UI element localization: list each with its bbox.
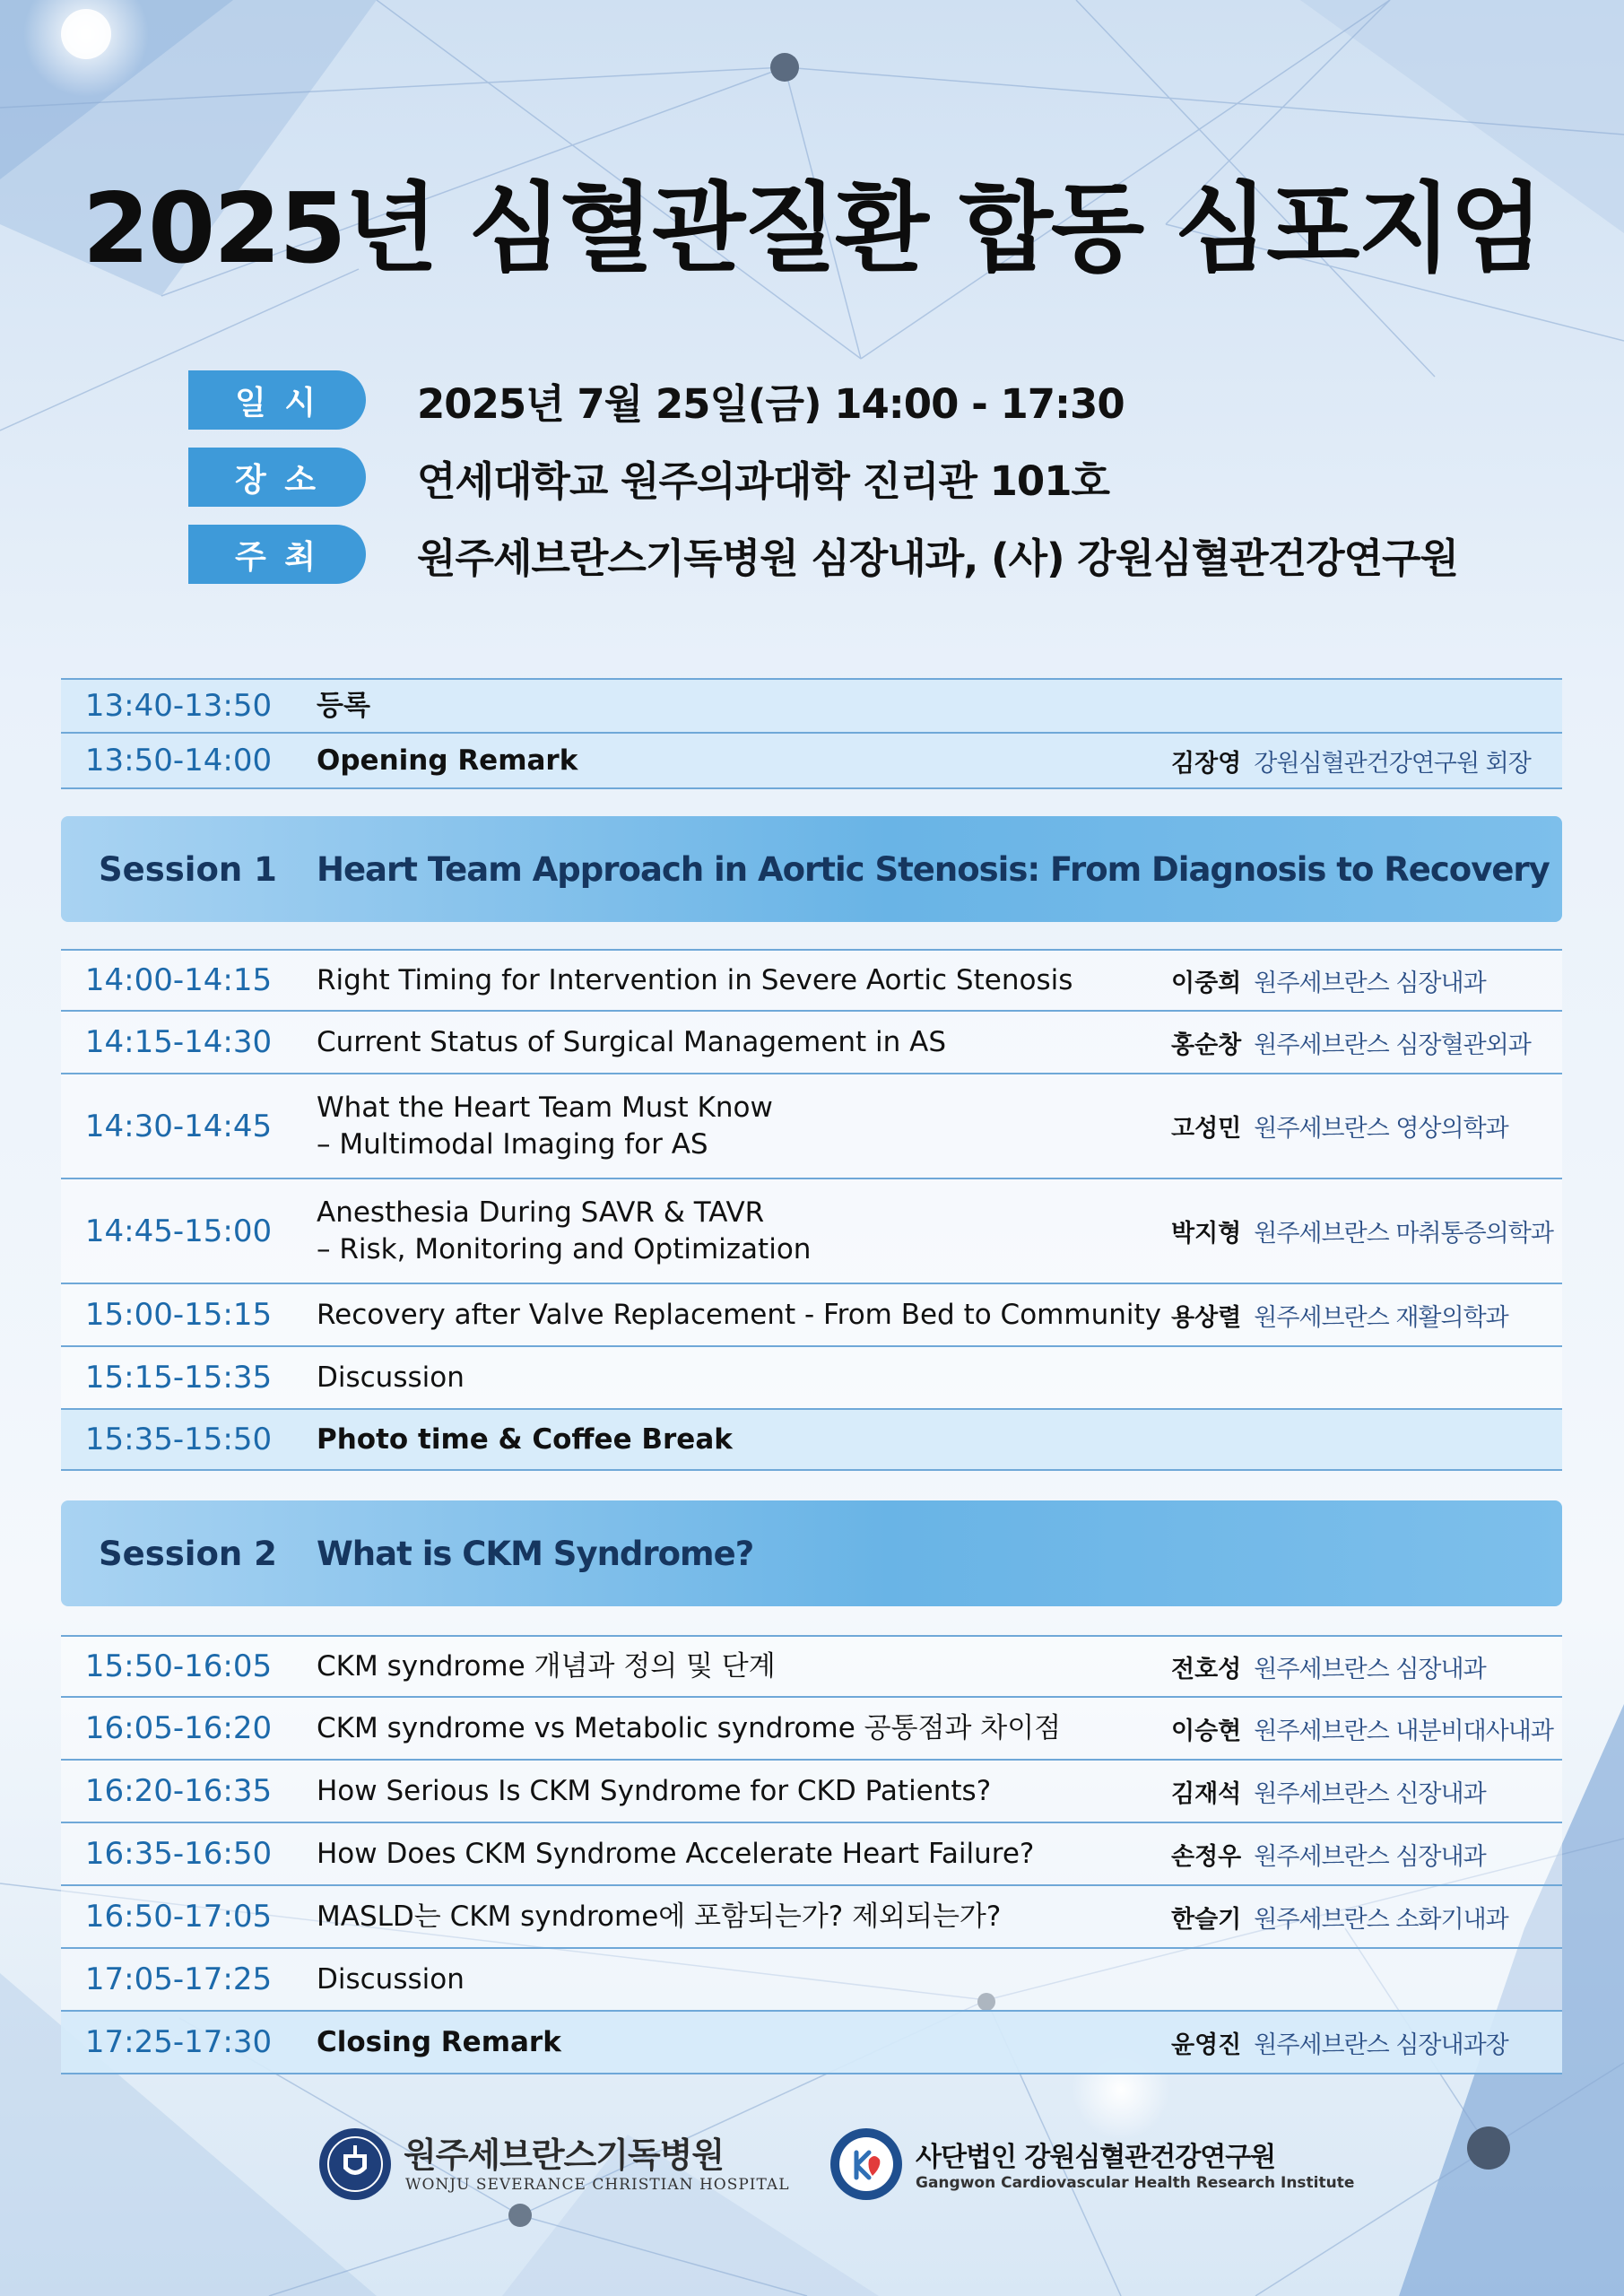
row-speaker	[1171, 951, 1486, 1010]
row-time: 15:35-15:50	[84, 1422, 273, 1457]
row-topic	[317, 1179, 1141, 1283]
hospital-logo	[318, 2124, 790, 2205]
row-speaker	[1171, 1698, 1553, 1759]
row-time: 14:15-14:30	[84, 1024, 273, 1060]
schedule-row	[61, 1074, 1562, 1179]
row-speaker	[1171, 1074, 1508, 1178]
speaker-name: 김재석	[1171, 1779, 1242, 1808]
info-value-date: 2025년 7월 25일(금) 14:00 - 17:30	[417, 379, 1125, 428]
speaker-affiliation: 원주세브란스 심장내과	[1254, 1655, 1486, 1683]
speaker-name: 김장영	[1171, 749, 1242, 778]
topic-line: Recovery after Valve Replacement - From Bed to Community	[317, 1298, 1161, 1331]
row-time: 15:15-15:35	[84, 1360, 273, 1396]
speaker-name: 이승현	[1171, 1717, 1242, 1745]
speaker-affiliation: 원주세브란스 심장내과장	[1254, 2031, 1508, 2059]
row-speaker	[1171, 1761, 1486, 1822]
row-topic: How Does CKM Syndrome Accelerate Heart Failure?	[317, 1837, 1035, 1870]
yonsei-seal-icon	[318, 2127, 392, 2201]
row-topic	[317, 1347, 1141, 1408]
schedule-row	[61, 1949, 1562, 2012]
session-label: Session 2	[99, 1534, 277, 1573]
row-time: 16:20-16:35	[84, 1773, 273, 1809]
row-topic	[317, 1074, 1141, 1178]
row-topic: Closing Remark	[317, 2025, 561, 2058]
speaker-affiliation: 원주세브란스 영상의학과	[1254, 1115, 1508, 1143]
schedule-row	[61, 1284, 1562, 1347]
row-time: 14:00-14:15	[84, 962, 273, 998]
session-1-header	[61, 816, 1562, 922]
row-time: 14:30-14:45	[84, 1108, 273, 1144]
schedule-row	[61, 734, 1562, 789]
topic-line: Anesthesia During SAVR & TAVR	[317, 1196, 765, 1229]
speaker-name: 홍순창	[1171, 1031, 1242, 1059]
row-time: 16:05-16:20	[84, 1710, 273, 1746]
row-speaker	[1171, 1886, 1508, 1947]
row-topic	[317, 1284, 1203, 1345]
topic-subline: – Multimodal Imaging for AS	[317, 1127, 708, 1161]
row-speaker	[1171, 1179, 1553, 1283]
row-time: 15:00-15:15	[84, 1297, 273, 1333]
speaker-affiliation: 원주세브란스 마취통증의학과	[1254, 1220, 1553, 1248]
row-speaker	[1171, 2012, 1508, 2073]
schedule-row	[61, 678, 1562, 734]
speaker-name: 한슬기	[1171, 1905, 1242, 1934]
institute-emblem-icon	[829, 2127, 903, 2201]
session-2-header	[61, 1500, 1562, 1606]
topic-line: Photo time & Coffee Break	[317, 1422, 733, 1456]
info-value-venue: 연세대학교 원주의과대학 진리관 101호	[417, 457, 1109, 505]
info-row-date	[188, 370, 1125, 430]
info-row-host	[188, 525, 1458, 584]
row-topic	[317, 951, 1141, 1010]
speaker-affiliation: 원주세브란스 소화기내과	[1254, 1905, 1508, 1934]
speaker-affiliation: 원주세브란스 심장내과	[1254, 969, 1486, 997]
row-topic: How Serious Is CKM Syndrome for CKD Patients?	[317, 1774, 992, 1807]
schedule-row	[61, 1012, 1562, 1074]
row-topic	[317, 1410, 1141, 1469]
row-speaker	[1171, 1012, 1531, 1073]
topic-subline: – Risk, Monitoring and Optimization	[317, 1232, 812, 1265]
row-time: 16:35-16:50	[84, 1836, 273, 1872]
row-topic: MASLD는 CKM syndrome에 포함되는가? 제외되는가?	[317, 1900, 1002, 1933]
row-topic: Opening Remark	[317, 744, 578, 777]
row-topic	[317, 1012, 1141, 1073]
row-speaker	[1171, 734, 1531, 787]
schedule-row	[61, 1635, 1562, 1698]
row-time: 14:45-15:00	[84, 1213, 273, 1249]
info-label-venue: 장 소	[188, 448, 366, 507]
institute-name-en: Gangwon Cardiovascular Health Research Institute	[916, 2174, 1355, 2192]
row-speaker	[1171, 1823, 1486, 1884]
row-time: 13:50-14:00	[84, 743, 273, 778]
topic-line: Right Timing for Intervention in Severe Aortic Stenosis	[317, 963, 1073, 996]
schedule-row	[61, 1410, 1562, 1471]
speaker-affiliation: 원주세브란스 내분비대사내과	[1254, 1717, 1553, 1745]
row-time: 16:50-17:05	[84, 1899, 273, 1935]
info-row-venue	[188, 448, 1109, 507]
session-label: Session 1	[99, 849, 277, 889]
row-topic: 등록	[317, 689, 370, 722]
row-topic: Discussion	[317, 1962, 465, 1996]
schedule-row	[61, 1179, 1562, 1284]
institute-logo	[829, 2124, 1355, 2205]
speaker-affiliation: 원주세브란스 신장내과	[1254, 1779, 1486, 1808]
row-time: 13:40-13:50	[84, 688, 273, 724]
info-label-date: 일 시	[188, 370, 366, 430]
speaker-name: 전호성	[1171, 1655, 1242, 1683]
hospital-name-en: WONJU SEVERANCE CHRISTIAN HOSPITAL	[405, 2176, 790, 2194]
topic-line: Discussion	[317, 1361, 465, 1394]
institute-name-ko: 사단법인 강원심혈관건강연구원	[916, 2142, 1276, 2173]
speaker-affiliation: 원주세브란스 재활의학과	[1254, 1303, 1508, 1332]
schedule-row	[61, 1823, 1562, 1886]
schedule-row	[61, 1761, 1562, 1823]
session-title: Heart Team Approach in Aortic Stenosis: From Diagnosis to Recovery	[317, 849, 1550, 889]
info-value-host: 원주세브란스기독병원 심장내과, (사) 강원심혈관건강연구원	[417, 534, 1458, 582]
speaker-name: 고성민	[1171, 1115, 1242, 1143]
speaker-name: 손정우	[1171, 1842, 1242, 1871]
session-title: What is CKM Syndrome?	[317, 1534, 754, 1573]
page-title: 2025년 심혈관질환 합동 심포지엄	[82, 173, 1542, 285]
row-topic: CKM syndrome vs Metabolic syndrome 공통점과 차이점	[317, 1711, 1062, 1744]
speaker-affiliation: 강원심혈관건강연구원 회장	[1254, 749, 1531, 778]
topic-line: Current Status of Surgical Management in AS	[317, 1025, 947, 1058]
hospital-name-ko: 원주세브란스기독병원	[404, 2135, 725, 2175]
speaker-name: 용상렬	[1171, 1303, 1242, 1332]
speaker-name: 박지형	[1171, 1220, 1242, 1248]
row-time: 17:05-17:25	[84, 1961, 273, 1997]
speaker-affiliation: 원주세브란스 심장내과	[1254, 1842, 1486, 1871]
speaker-name: 이중희	[1171, 969, 1242, 997]
schedule-row	[61, 949, 1562, 1012]
topic-line: What the Heart Team Must Know	[317, 1091, 773, 1124]
row-speaker	[1171, 1637, 1486, 1696]
row-time: 15:50-16:05	[84, 1648, 273, 1684]
schedule-row	[61, 1698, 1562, 1761]
schedule-row	[61, 1347, 1562, 1410]
speaker-affiliation: 원주세브란스 심장혈관외과	[1254, 1031, 1531, 1059]
row-topic: CKM syndrome 개념과 정의 및 단계	[317, 1649, 776, 1683]
row-speaker	[1171, 1284, 1508, 1345]
info-label-host: 주 최	[188, 525, 366, 584]
row-time: 17:25-17:30	[84, 2024, 273, 2060]
speaker-name: 윤영진	[1171, 2031, 1242, 2059]
schedule-row	[61, 2012, 1562, 2074]
schedule-row	[61, 1886, 1562, 1949]
